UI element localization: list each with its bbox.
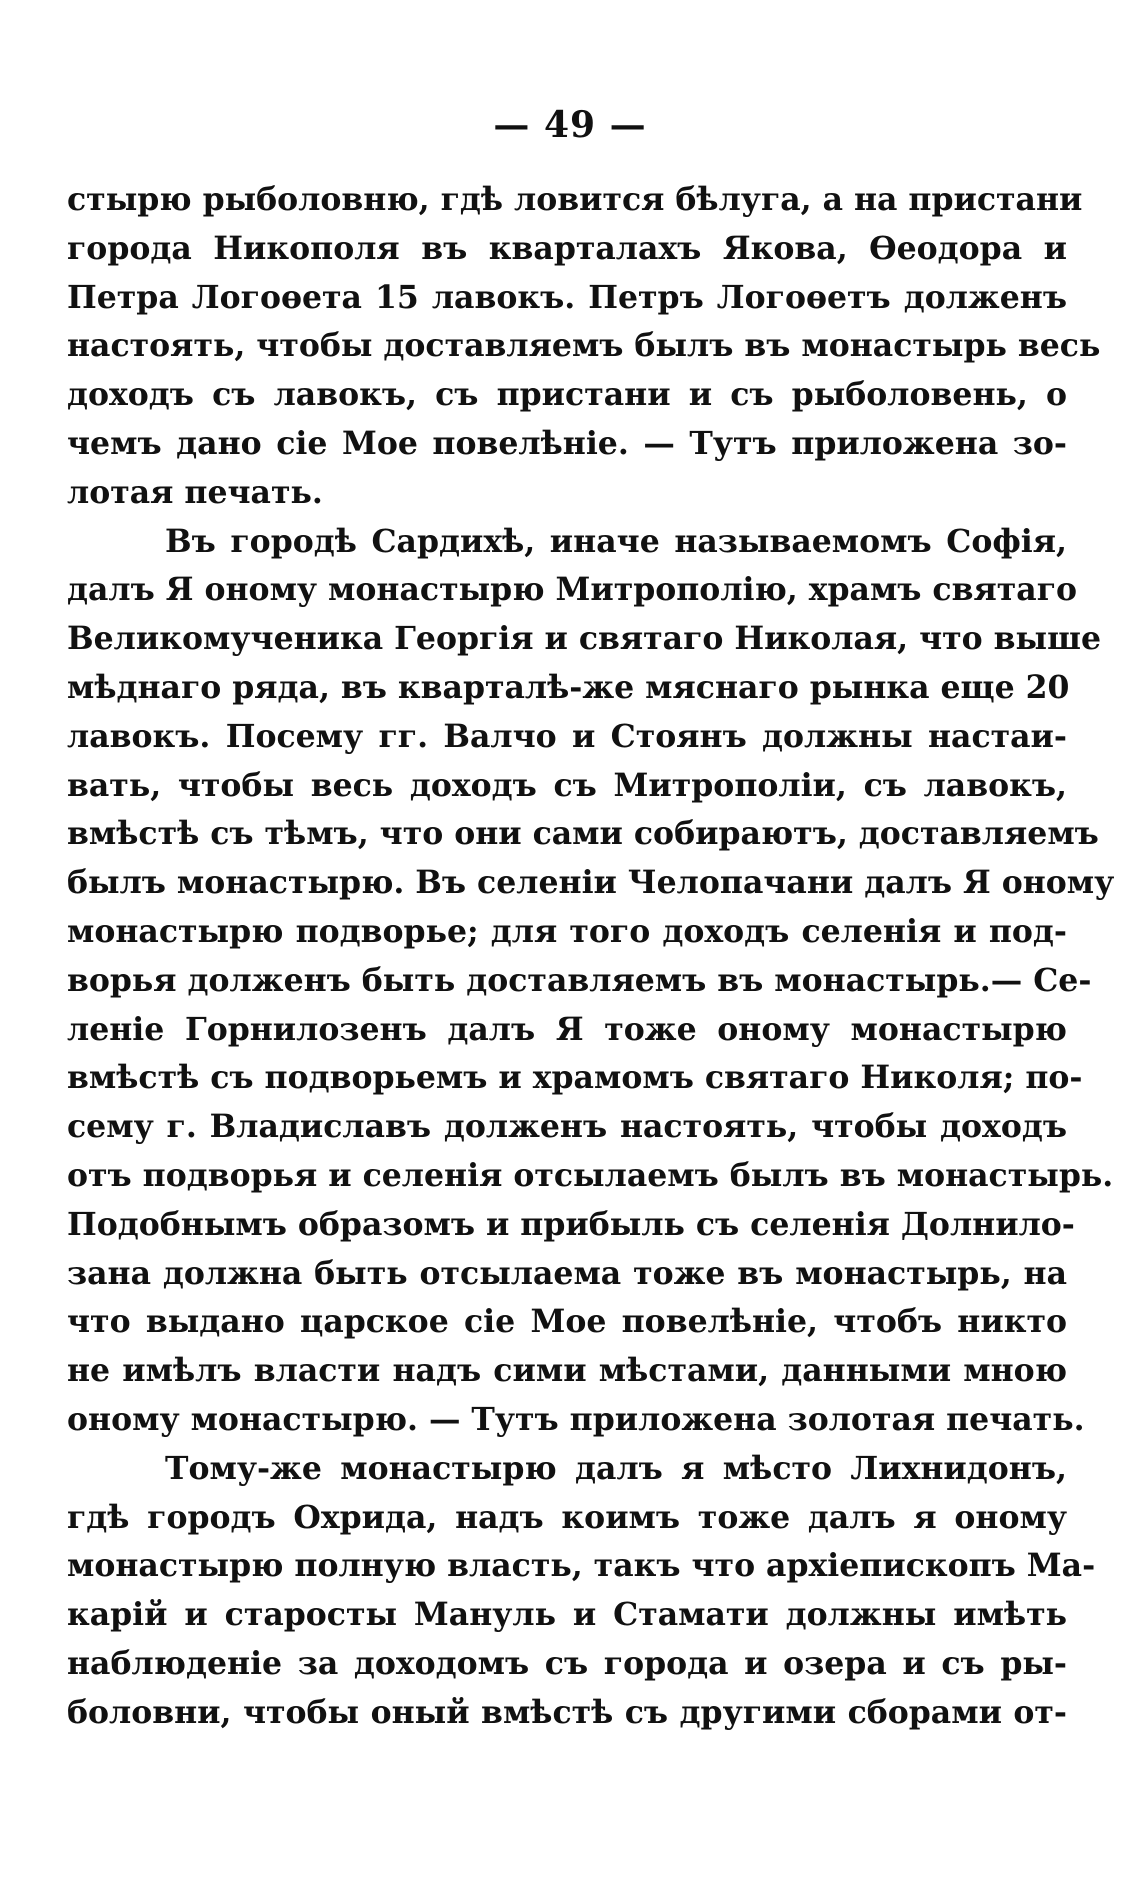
paragraph-start-line: Тому-же монастырю далъ я мѣсто Лихнидонъ, bbox=[165, 1449, 1067, 1487]
text-line: боловни, чтобы оный вмѣстѣ съ другими сборами от- bbox=[67, 1693, 1067, 1731]
text-line: доходъ съ лавокъ, съ пристани и съ рыболовень, о bbox=[67, 376, 1067, 414]
text-line: сему г. Владиславъ долженъ настоять, чтобы доходъ bbox=[67, 1108, 1067, 1146]
text-line: мѣднаго ряда, въ кварталѣ-же мяснаго рынка еще 20 bbox=[67, 668, 1070, 706]
text-line: леніе Горнилозенъ далъ Я тоже оному монастырю bbox=[67, 1010, 1067, 1048]
paragraph-start-line: Въ городѣ Сардихѣ, иначе называемомъ Софія, bbox=[165, 522, 1067, 560]
text-line: далъ Я оному монастырю Митрополію, храмъ святаго bbox=[67, 571, 1078, 609]
text-line: монастырю полную власть, такъ что архіепископъ Ма- bbox=[67, 1547, 1096, 1585]
text-line: наблюденіе за доходомъ съ города и озера и съ ры- bbox=[67, 1644, 1067, 1682]
text-line: вать, чтобы весь доходъ съ Митрополіи, съ лавокъ, bbox=[67, 766, 1067, 804]
text-line: карій и старосты Мануль и Стамати должны имѣть bbox=[67, 1596, 1067, 1634]
text-line: отъ подворья и селенія отсылаемъ былъ въ монастырь. bbox=[67, 1156, 1114, 1194]
text-line: оному монастырю. — Тутъ приложена золотая печать. bbox=[67, 1400, 1085, 1438]
text-line: былъ монастырю. Въ селеніи Челопачани далъ Я оному bbox=[67, 864, 1115, 902]
body-text bbox=[67, 176, 1115, 1738]
text-line: что выдано царское сіе Мое повелѣніе, чтобъ никто bbox=[67, 1303, 1067, 1341]
text-line: монастырю подворье; для того доходъ селенія и под- bbox=[67, 912, 1067, 950]
page-number-header: — 49 — bbox=[493, 104, 647, 146]
text-line: не имѣлъ власти надъ сими мѣстами, данными мною bbox=[67, 1352, 1067, 1390]
text-line: гдѣ городъ Охрида, надъ коимъ тоже далъ я оному bbox=[67, 1498, 1067, 1536]
text-line: вмѣстѣ съ тѣмъ, что они сами собираютъ, доставляемъ bbox=[67, 815, 1099, 853]
text-line: лотая печать. bbox=[67, 473, 323, 511]
text-line: вмѣстѣ съ подворьемъ и храмомъ святаго Николя; по- bbox=[67, 1059, 1083, 1097]
text-line: Великомученика Георгія и святаго Николая, что выше bbox=[67, 620, 1101, 658]
text-line: ворья долженъ быть доставляемъ въ монастырь.— Се- bbox=[67, 961, 1092, 999]
text-line: стырю рыболовню, гдѣ ловится бѣлуга, а на пристани bbox=[67, 181, 1083, 218]
text-line: лавокъ. Посему гг. Валчо и Стоянъ должны настаи- bbox=[67, 717, 1067, 755]
text-line: Подобнымъ образомъ и прибыль съ селенія Долнило- bbox=[67, 1205, 1075, 1243]
text-line: города Никополя въ кварталахъ Якова, Өеодора и bbox=[67, 229, 1067, 267]
text-line: Петра Логоөета 15 лавокъ. Петръ Логоөетъ долженъ bbox=[67, 278, 1067, 316]
text-line: чемъ дано сіе Мое повелѣніе. — Тутъ приложена зо- bbox=[67, 424, 1067, 462]
text-line: зана должна быть отсылаема тоже въ монастырь, на bbox=[67, 1254, 1067, 1292]
text-line: настоять, чтобы доставляемъ былъ въ монастырь весь bbox=[67, 327, 1101, 365]
